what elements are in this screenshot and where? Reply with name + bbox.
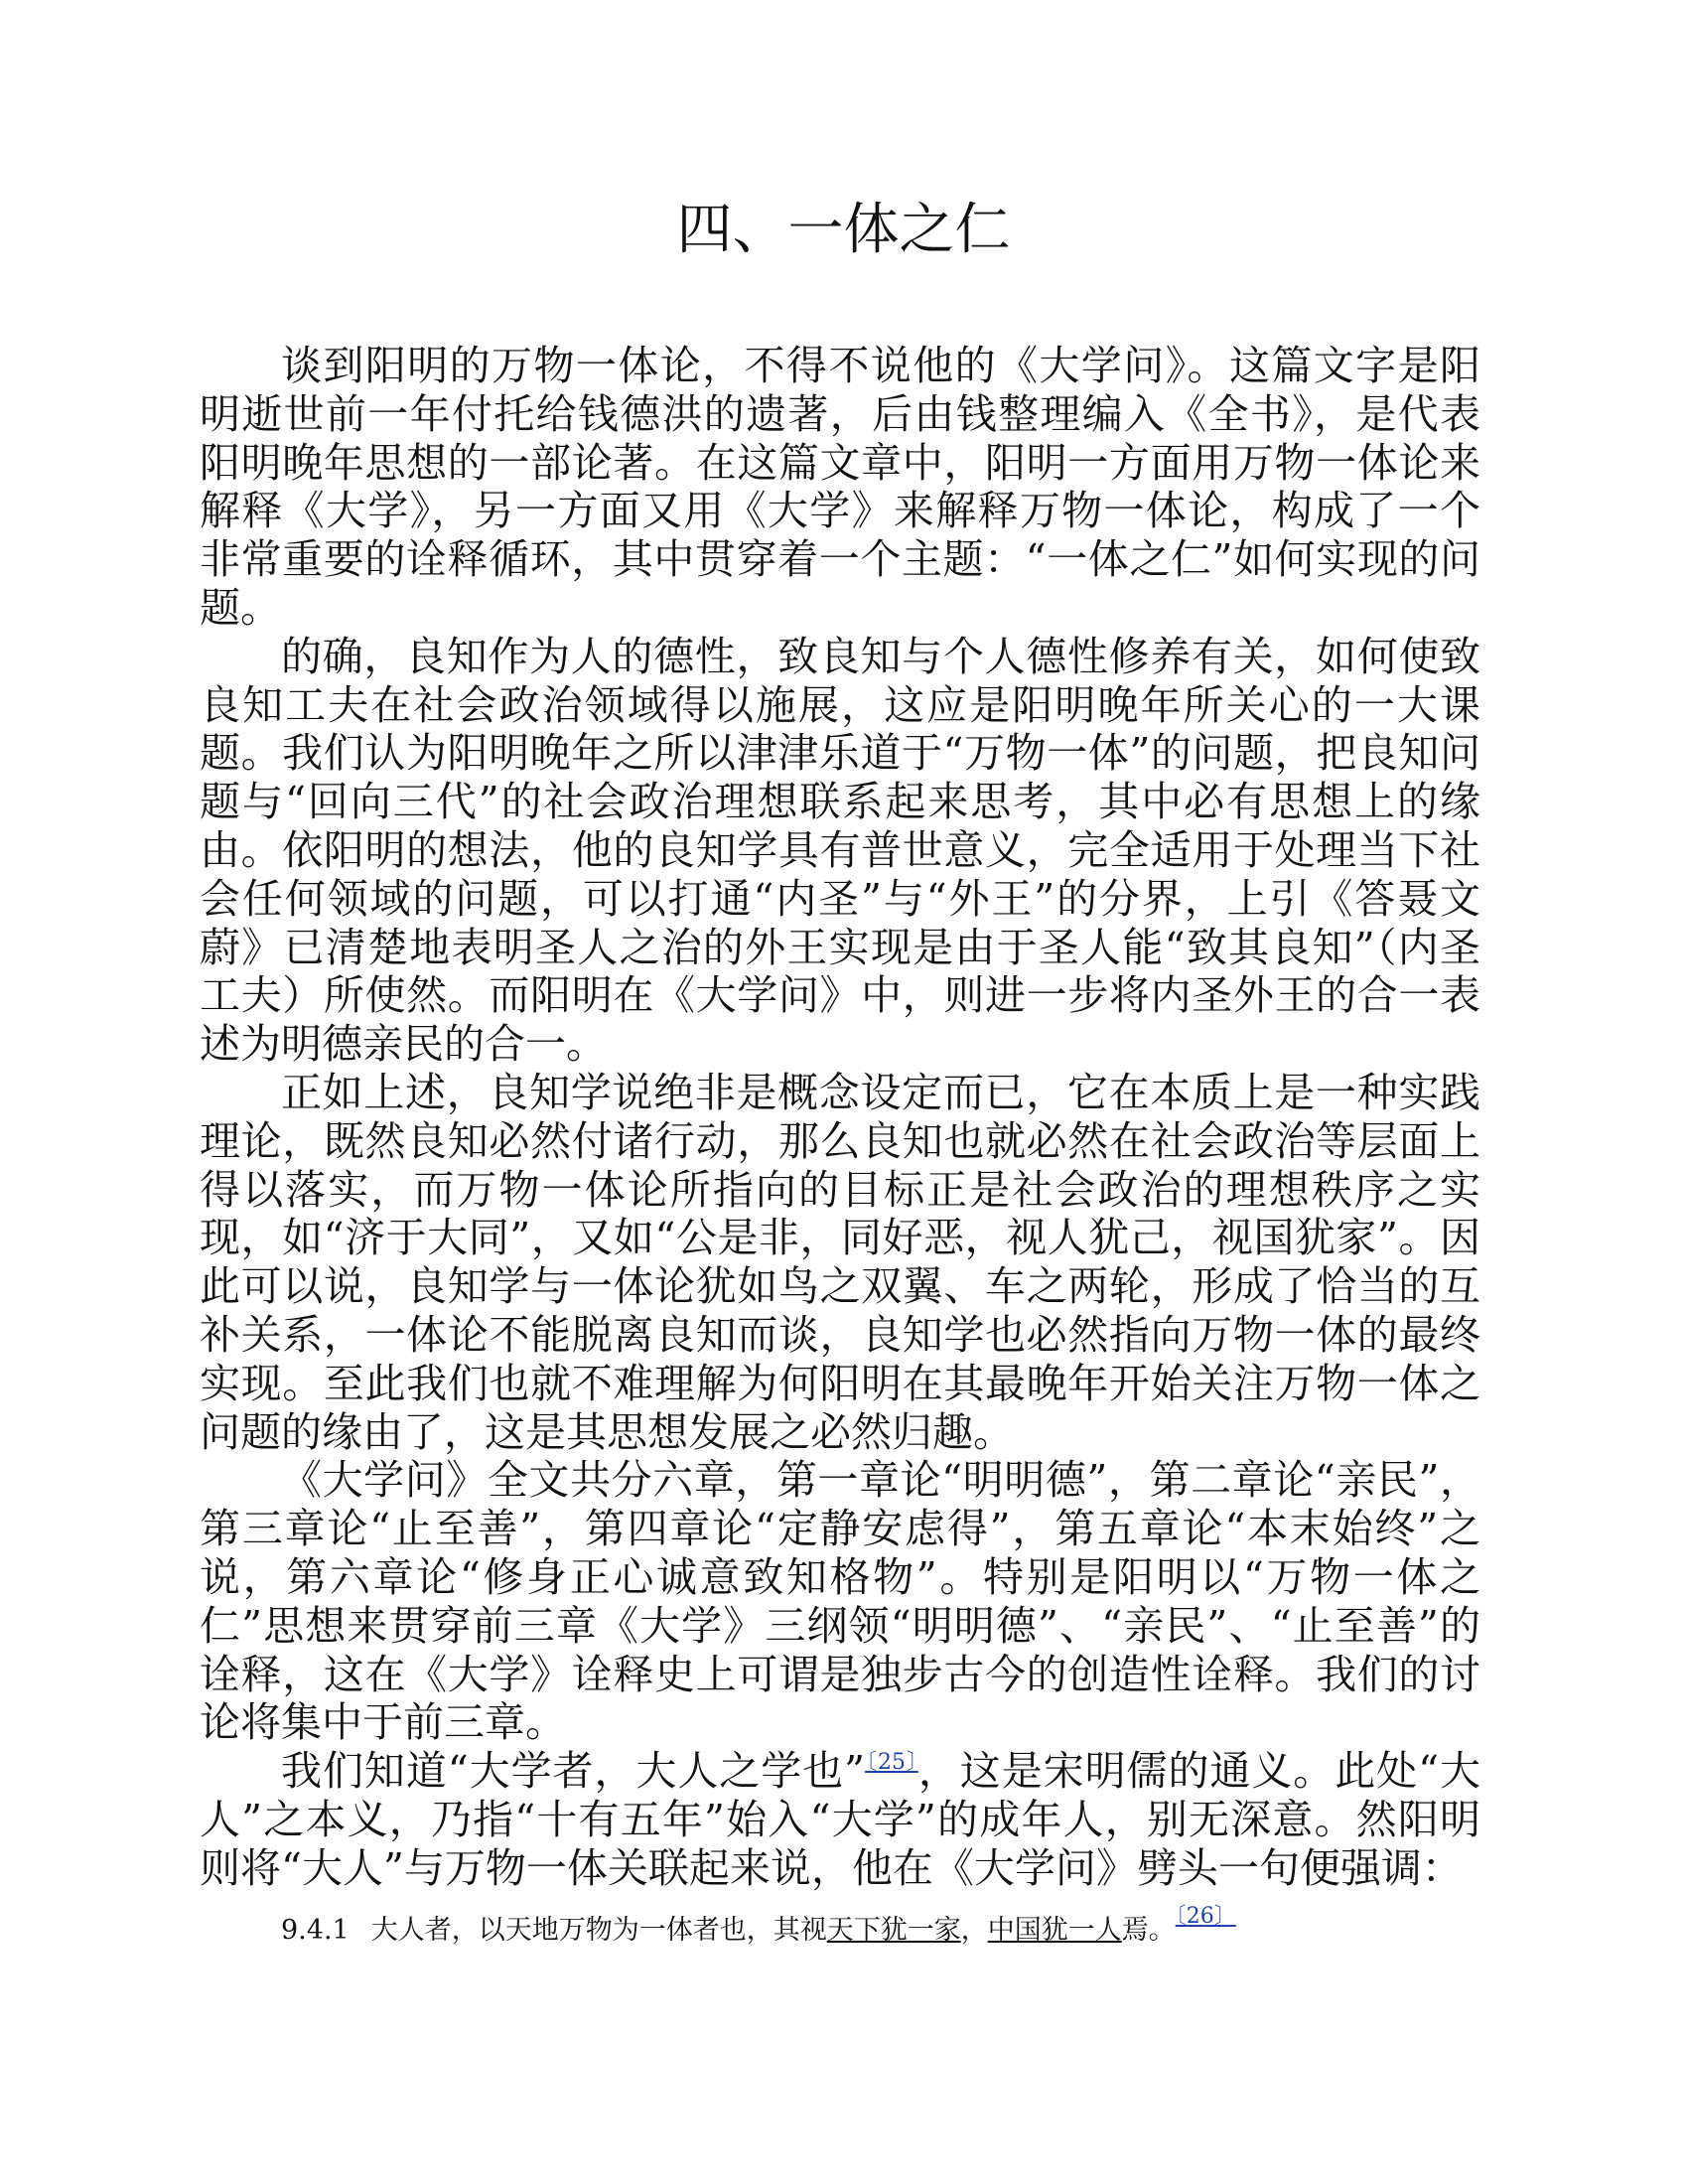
quote-comma: ，	[960, 1914, 988, 1946]
quote-text-after: 焉。	[1121, 1914, 1176, 1946]
paragraph-4: 《大学问》全文共分六章，第一章论“明明德”，第二章论“亲民”，第三章论“止至善”，第四章论“定静安虑得”，第五章论“本末始终”之说，第六章论“修身正心诚意致知格物”。特别是阳明以“万物一体之仁”思想来贯穿前三章《大学》三纲领“明明德”、“亲民”、“止至善”的诠释，这在《大学》诠释史上可谓是独步古今的创造性诠释。我们的讨论将集中于前三章。	[200, 1456, 1480, 1747]
paragraph-5	[200, 1747, 1480, 1892]
quote-number: 9.4.1	[281, 1914, 350, 1946]
paragraph-1: 谈到阳明的万物一体论，不得不说他的《大学问》。这篇文字是阳明逝世前一年付托给钱德洪的遗著，后由钱整理编入《全书》，是代表阳明晚年思想的一部论著。在这篇文章中，阳明一方面用万物一体论来解释《大学》，另一方面又用《大学》来解释万物一体论，构成了一个非常重要的诠释循环，其中贯穿着一个主题：“一体之仁”如何实现的问题。	[200, 342, 1480, 632]
paragraph-3: 正如上述，良知学说绝非是概念设定而已，它在本质上是一种实践理论，既然良知必然付诸行动，那么良知也就必然在社会政治等层面上得以落实，而万物一体论所指向的目标正是社会政治的理想秩序之实现，如“济于大同”，又如“公是非，同好恶，视人犹己，视国犹家”。因此可以说，良知学与一体论犹如鸟之双翼、车之两轮，形成了恰当的互补关系，一体论不能脱离良知而谈，良知学也必然指向万物一体的最终实现。至此我们也就不难理解为何阳明在其最晚年开始关注万物一体之问题的缘由了，这是其思想发展之必然归趣。	[200, 1068, 1480, 1456]
footnote-link-25[interactable]: 〔25〕	[865, 1750, 918, 1776]
block-quote	[281, 1903, 1480, 1951]
body-text	[200, 342, 1480, 1951]
footnote-link-26[interactable]: 〔26〕	[1175, 1903, 1236, 1929]
quote-underlined-2: 中国犹一人	[987, 1914, 1122, 1946]
paragraph-5-part2: ，这是宋明儒的通义。此处“大人”之本义，乃指“十有五年”始入“大学”的成年人，别无深意。然阳明则将“大人”与万物一体关联起来说，他在《大学问》劈头一句便强调：	[200, 1747, 1481, 1892]
quote-underlined-1: 天下犹一家	[826, 1914, 961, 1946]
paragraph-2: 的确，良知作为人的德性，致良知与个人德性修养有关，如何使致良知工夫在社会政治领域得以施展，这应是阳明晚年所关心的一大课题。我们认为阳明晚年之所以津津乐道于“万物一体”的问题，把良知问题与“回向三代”的社会政治理想联系起来思考，其中必有思想上的缘由。依阳明的想法，他的良知学具有普世意义，完全适用于处理当下社会任何领域的问题，可以打通“内圣”与“外王”的分界，上引《答聂文蔚》已清楚地表明圣人之治的外王实现是由于圣人能“致其良知”（内圣工夫）所使然。而阳明在《大学问》中，则进一步将内圣外王的合一表述为明德亲民的合一。	[200, 632, 1480, 1069]
paragraph-5-part1: 我们知道“大学者，大人之学也”	[281, 1747, 866, 1796]
chapter-title: 四、一体之仁	[676, 198, 1011, 262]
quote-text-before: 大人者，以天地万物为一体者也，其视	[370, 1914, 827, 1946]
